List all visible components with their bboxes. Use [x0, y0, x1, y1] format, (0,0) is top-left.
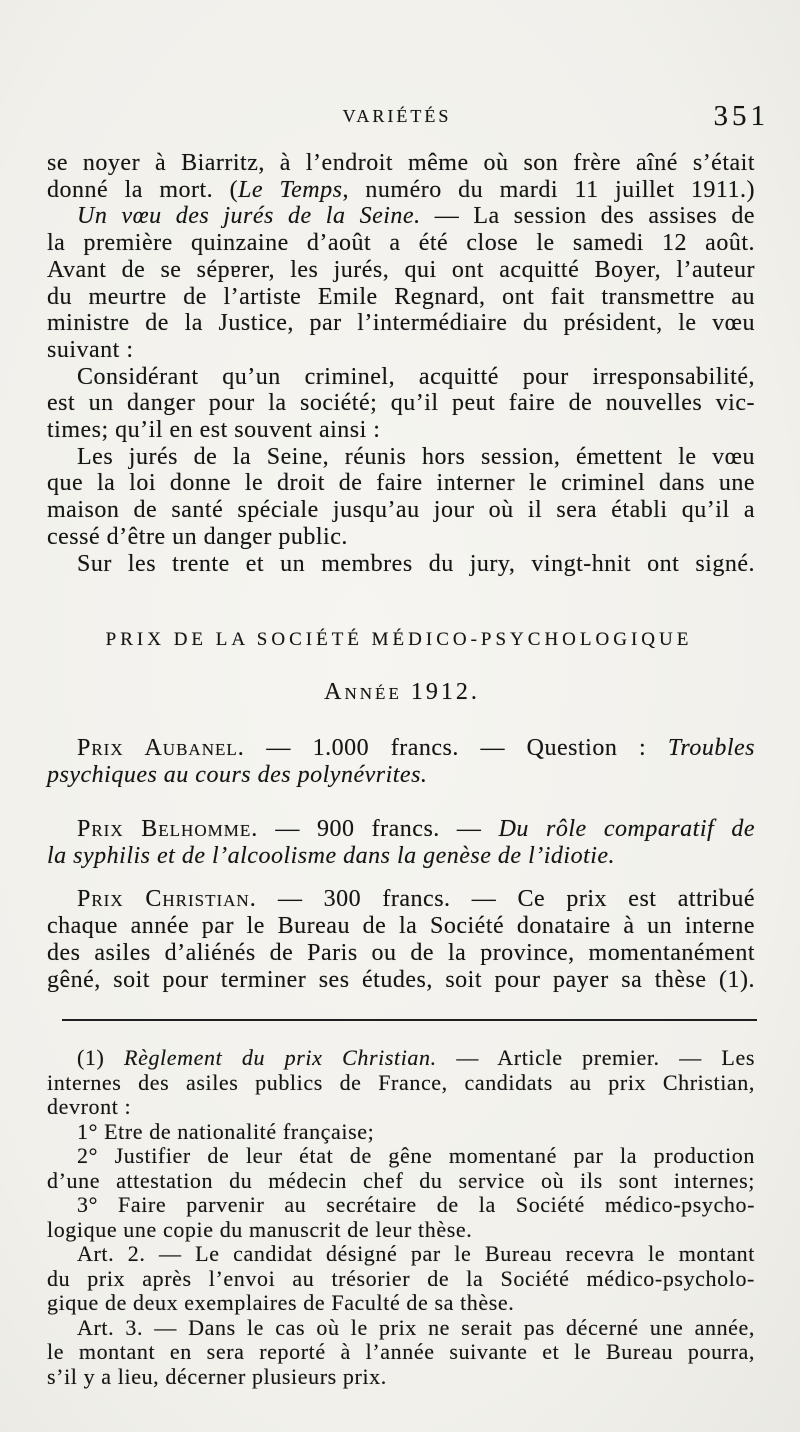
- text-line: [47, 1120, 755, 1145]
- italic-text: psychiques au cours des polynévrites.: [47, 762, 428, 788]
- italic-text: Règlement du prix Christian.: [124, 1045, 437, 1070]
- text-run: 3° Faire parvenir au secrétaire de la Société médico-psycho-: [77, 1192, 755, 1217]
- text-line: [47, 417, 755, 444]
- text-line: [47, 1169, 755, 1194]
- text-line: [47, 843, 755, 870]
- text-line: [47, 735, 755, 762]
- paragraph: [47, 551, 755, 578]
- paragraph: [47, 444, 755, 551]
- text-line: [47, 1071, 755, 1096]
- italic-text: Le Temps: [238, 176, 343, 203]
- small-caps-text: Prix Belhomme.: [77, 816, 259, 842]
- italic-text: Un vœu des jurés de la Seine.: [77, 203, 421, 230]
- small-caps-text: Prix Christian.: [77, 886, 257, 912]
- text-run: se noyer à Biarritz, à l’endroit même où son frère aîné s’était: [47, 150, 755, 176]
- footnote-paragraph: [47, 1193, 755, 1242]
- text-line: [47, 1340, 755, 1365]
- italic-text: Troubles: [667, 735, 755, 761]
- text-run: gique de deux exemplaires de Faculté de sa thèse.: [47, 1290, 515, 1315]
- page-number: 351: [713, 100, 769, 132]
- text-run: du meurtre de l’artiste Emile Regnard, ont fait transmettre au: [47, 283, 755, 310]
- text-line: [47, 886, 755, 913]
- text-run: devront :: [47, 1094, 132, 1119]
- prize-paragraph: [47, 816, 755, 870]
- text-line: [47, 1316, 755, 1341]
- text-run: times; qu’il en est souvent ainsi :: [47, 417, 381, 444]
- text-line: [47, 177, 755, 204]
- text-run: logique une copie du manuscrit de leur thèse.: [47, 1216, 473, 1242]
- running-title: VARIÉTÉS: [342, 106, 452, 126]
- text-line: [47, 257, 755, 284]
- text-line: [47, 524, 755, 551]
- text-run: la première quinzaine d’août a été close le samedi 12 août.: [47, 230, 755, 257]
- footnote-paragraph: [47, 1316, 755, 1390]
- paragraph-continued: [47, 150, 755, 203]
- text-run: Art. 3. — Dans le cas où le prix ne serait pas décerné une année,: [77, 1314, 755, 1340]
- text-line: [47, 1218, 755, 1243]
- text-run: , numéro du mardi 11 juillet 1911.): [342, 176, 756, 203]
- text-run: chaque année par le Bureau de la Société donataire à un interne: [47, 913, 755, 939]
- text-run: Avant de se sépɐrer, les jurés, qui ont acquitté Boyer, l’auteur: [47, 256, 755, 283]
- text-line: [47, 1193, 755, 1218]
- text-line: [47, 940, 755, 967]
- text-run: ministre de la Justice, par l’intermédiaire du président, le vœu: [47, 310, 755, 337]
- text-line: [47, 203, 755, 230]
- text-run: 1° Etre de nationalité française;: [77, 1118, 375, 1144]
- footnote: [47, 1046, 755, 1389]
- text-line: [47, 337, 755, 364]
- text-line: [47, 1046, 755, 1071]
- text-run: cessé d’être un danger public.: [47, 523, 348, 550]
- text-line: [47, 913, 755, 940]
- text-line: [47, 1144, 755, 1169]
- text-run: du prix après l’envoi au trésorier de la Société médico-psycholo-: [47, 1265, 755, 1291]
- text-run: internes des asiles publics de France, candidats au prix Christian,: [47, 1069, 755, 1095]
- text-run: — 1.000 francs. — Question :: [244, 735, 668, 761]
- text-line: [47, 762, 755, 789]
- text-run: (1): [77, 1045, 125, 1070]
- text-run: des asiles d’aliénés de Paris ou de la province, momentanément: [47, 940, 755, 966]
- text-line: [47, 310, 755, 337]
- article-text: [47, 150, 755, 577]
- text-run: Art. 2. — Le candidat désigné par le Bureau recevra le montant: [77, 1241, 755, 1266]
- text-run: est un danger pour la société; qu’il peut faire de nouvelles vic-: [47, 390, 755, 417]
- text-run: — 900 francs. —: [258, 816, 499, 842]
- section-heading: PRIX DE LA SOCIÉTÉ MÉDICO-PSYCHOLOGIQUE: [105, 629, 693, 650]
- text-line: [47, 284, 755, 311]
- text-run: s’il y a lieu, décerner plusieurs prix.: [47, 1363, 387, 1389]
- footnote-paragraph: [47, 1046, 755, 1120]
- text-line: [47, 364, 755, 391]
- text-run: le montant en sera reporté à l’année suivante et le Bureau pourra,: [47, 1339, 755, 1364]
- text-run: — 300 francs. — Ce prix est attribué: [256, 886, 755, 912]
- text-run: Les jurés de la Seine, réunis hors session, émettent le vœu: [77, 443, 755, 470]
- text-line: [47, 470, 755, 497]
- footnote-paragraph: [47, 1242, 755, 1316]
- text-run: que la loi donne le droit de faire interner le criminel dans une: [47, 470, 755, 497]
- text-run: — Article premier. — Les: [436, 1045, 755, 1070]
- text-line: [47, 816, 755, 843]
- text-line: [47, 1291, 755, 1316]
- text-line: [47, 1365, 755, 1390]
- text-line: [47, 967, 755, 994]
- paragraph: [47, 364, 755, 444]
- small-caps-text: Prix Aubanel.: [77, 735, 245, 761]
- text-line: [47, 1267, 755, 1292]
- text-run: maison de santé spéciale jusqu’au jour où il sera établi qu’il a: [47, 497, 755, 524]
- text-run: 2° Justifier de leur état de gêne momentané par la production: [77, 1143, 755, 1168]
- section-year: Année 1912.: [324, 679, 480, 705]
- text-run: — La session des assises de: [420, 203, 755, 230]
- text-line: [47, 390, 755, 417]
- italic-text: la syphilis et de l’alcoolisme dans la genèse de l’idiotie.: [47, 843, 616, 869]
- text-run: d’une attestation du médecin chef du service où ils sont internes;: [47, 1167, 755, 1193]
- footnote-rule: [62, 1019, 757, 1021]
- text-line: [47, 150, 755, 177]
- text-line: [47, 230, 755, 257]
- text-line: [47, 444, 755, 471]
- prize-paragraph: [47, 886, 755, 994]
- text-run: suivant :: [47, 336, 134, 363]
- text-run: gêné, soit pour terminer ses études, soit pour payer sa thèse (1).: [47, 967, 755, 993]
- text-run: Sur les trente et un membres du jury, vingt-hnit ont signé.: [77, 550, 755, 577]
- paragraph: [47, 203, 755, 363]
- text-run: donné la mort. (: [47, 176, 239, 203]
- prize-paragraph: [47, 735, 755, 789]
- text-line: [47, 1095, 755, 1120]
- text-line: [47, 1242, 755, 1267]
- italic-text: Du rôle comparatif de: [498, 816, 755, 842]
- text-line: [47, 551, 755, 578]
- text-run: Considérant qu’un criminel, acquitté pour irresponsabilité,: [77, 363, 755, 390]
- footnote-paragraph: [47, 1120, 755, 1145]
- footnote-paragraph: [47, 1144, 755, 1193]
- text-line: [47, 497, 755, 524]
